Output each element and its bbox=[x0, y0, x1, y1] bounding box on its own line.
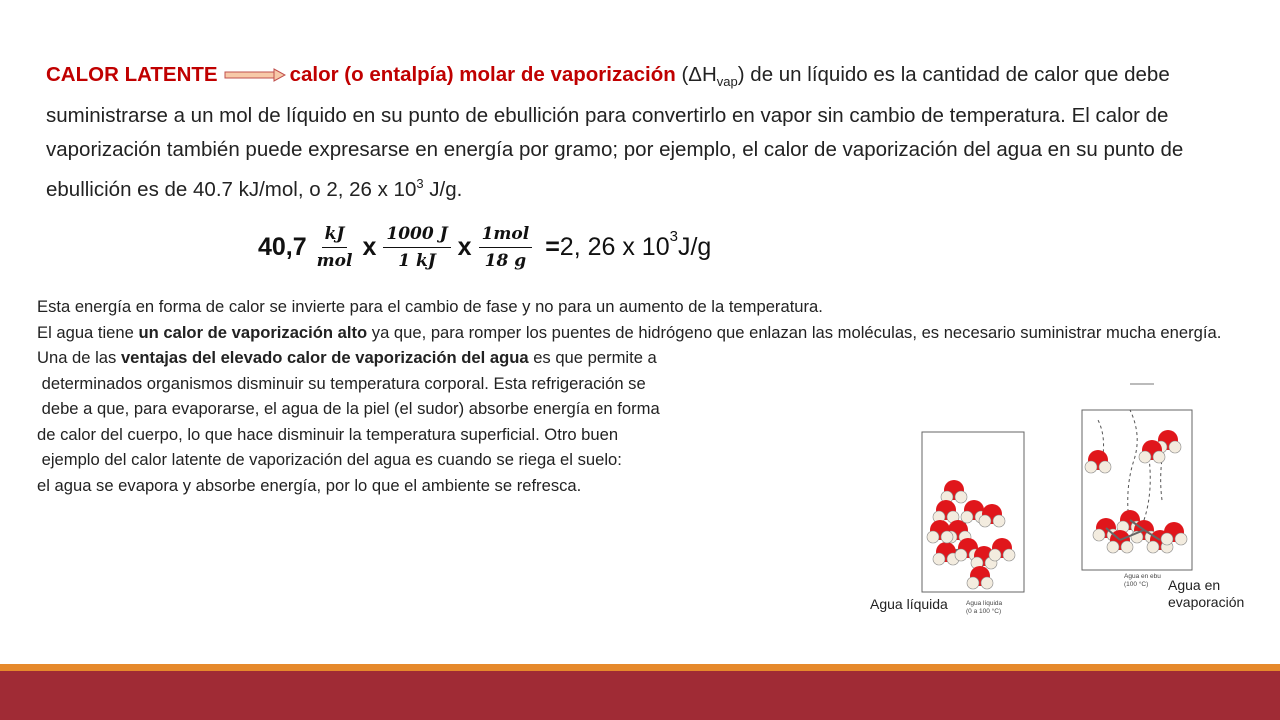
fraction-denominator: mol bbox=[316, 250, 353, 271]
term-latent-heat: CALOR LATENTE bbox=[46, 63, 218, 86]
text-run: Una de las bbox=[37, 348, 121, 367]
body-line: de calor del cuerpo, lo que hace disminuir la temperatura superficial. Otro buen bbox=[37, 424, 619, 444]
definition-title: calor (o entalpía) molar de vaporización bbox=[289, 63, 676, 86]
right-arrow-icon bbox=[224, 59, 286, 93]
result-exponent: 3 bbox=[669, 228, 678, 245]
caption-liquid-water: Agua líquida bbox=[870, 596, 948, 612]
body-line: determinados organismos disminuir su temperatura corporal. Esta refrigeración se bbox=[37, 373, 646, 393]
caption-liquid-small bbox=[966, 600, 1002, 616]
times-sign: x bbox=[457, 232, 472, 261]
text-run: es que permite a bbox=[528, 348, 657, 367]
fraction-denominator: 18 g bbox=[484, 250, 527, 271]
definition-text: ) de un líquido es la cantidad de calor que debe suministrarse a un mol de líquido en su punto de ebullición para convertirlo en vapor sin cambio de temperatura. El calor de vaporización también puede expresarse en energía por gramo; por ejemplo, el calor de vaporización del agua en su punto de ebullición es de 40.7 kJ/mol, o 2, 26 x 10 bbox=[46, 63, 1184, 201]
fraction-denominator: 1 kJ bbox=[398, 250, 436, 271]
conversion-formula bbox=[258, 212, 711, 282]
caption-small-line: (0 a 100 °C) bbox=[966, 608, 1002, 615]
fraction-j-kj bbox=[383, 224, 450, 271]
result-unit: J/g bbox=[677, 232, 712, 261]
footer-accent-stripe bbox=[0, 664, 1280, 671]
body-line bbox=[37, 345, 1252, 371]
fraction-numerator: 1000 J bbox=[383, 224, 450, 248]
definition-unit: J/g. bbox=[423, 177, 463, 201]
water-molecule bbox=[1085, 450, 1111, 473]
formula-result: 2, 26 x 10 bbox=[559, 232, 670, 261]
exponent: 3 bbox=[416, 176, 424, 192]
bold-phrase: un calor de vaporización alto bbox=[138, 322, 368, 342]
delta-h-symbol: (ΔH bbox=[675, 63, 717, 86]
fraction-kj-mol bbox=[314, 224, 356, 271]
bold-phrase: ventajas del elevado calor de vaporización del agua bbox=[120, 348, 529, 367]
water-molecule bbox=[989, 538, 1015, 561]
water-molecule bbox=[941, 480, 967, 503]
body-line: debe a que, para evaporarse, el agua de la piel (el sudor) absorbe energía en forma bbox=[37, 399, 660, 418]
body-line: ejemplo del calor latente de vaporización del agua es cuando se riega el suelo: bbox=[37, 450, 622, 469]
fraction-numerator: kJ bbox=[322, 224, 348, 248]
text-run: ya que, para romper los puentes de hidrógeno que enlazan las moléculas, es necesario suministrar mucha energía. bbox=[367, 322, 1222, 342]
water-molecule bbox=[967, 566, 993, 589]
caption-line: Agua en bbox=[1168, 577, 1221, 593]
caption-line: evaporación bbox=[1168, 594, 1245, 610]
fraction-mol-g bbox=[479, 224, 533, 271]
fraction-numerator: 1mol bbox=[479, 224, 533, 248]
body-line: Esta energía en forma de calor se invierte para el cambio de fase y no para un aumento de la temperatura. bbox=[37, 297, 823, 316]
caption-small-line: Agua líquida bbox=[966, 600, 1003, 607]
caption-evap-small bbox=[1124, 573, 1161, 589]
water-molecule bbox=[1161, 522, 1187, 545]
body-paragraph-high-heat bbox=[37, 320, 1252, 346]
caption-evaporating-water bbox=[1168, 577, 1244, 611]
caption-small-line: Agua en ebu bbox=[1124, 573, 1161, 580]
vap-subscript: vap bbox=[716, 74, 738, 90]
water-molecule bbox=[927, 520, 953, 543]
caption-small-line: (100 °C) bbox=[1124, 581, 1149, 588]
body-line: el agua se evapora y absorbe energía, por lo que el ambiente se refresca. bbox=[37, 475, 582, 495]
formula-value: 40,7 bbox=[258, 232, 307, 261]
intro-paragraph bbox=[46, 58, 1246, 207]
water-molecule bbox=[933, 500, 959, 523]
footer-band bbox=[0, 671, 1280, 720]
times-sign: x bbox=[362, 232, 377, 261]
text-run: El agua tiene bbox=[37, 322, 139, 342]
equals-sign: = bbox=[545, 232, 560, 261]
